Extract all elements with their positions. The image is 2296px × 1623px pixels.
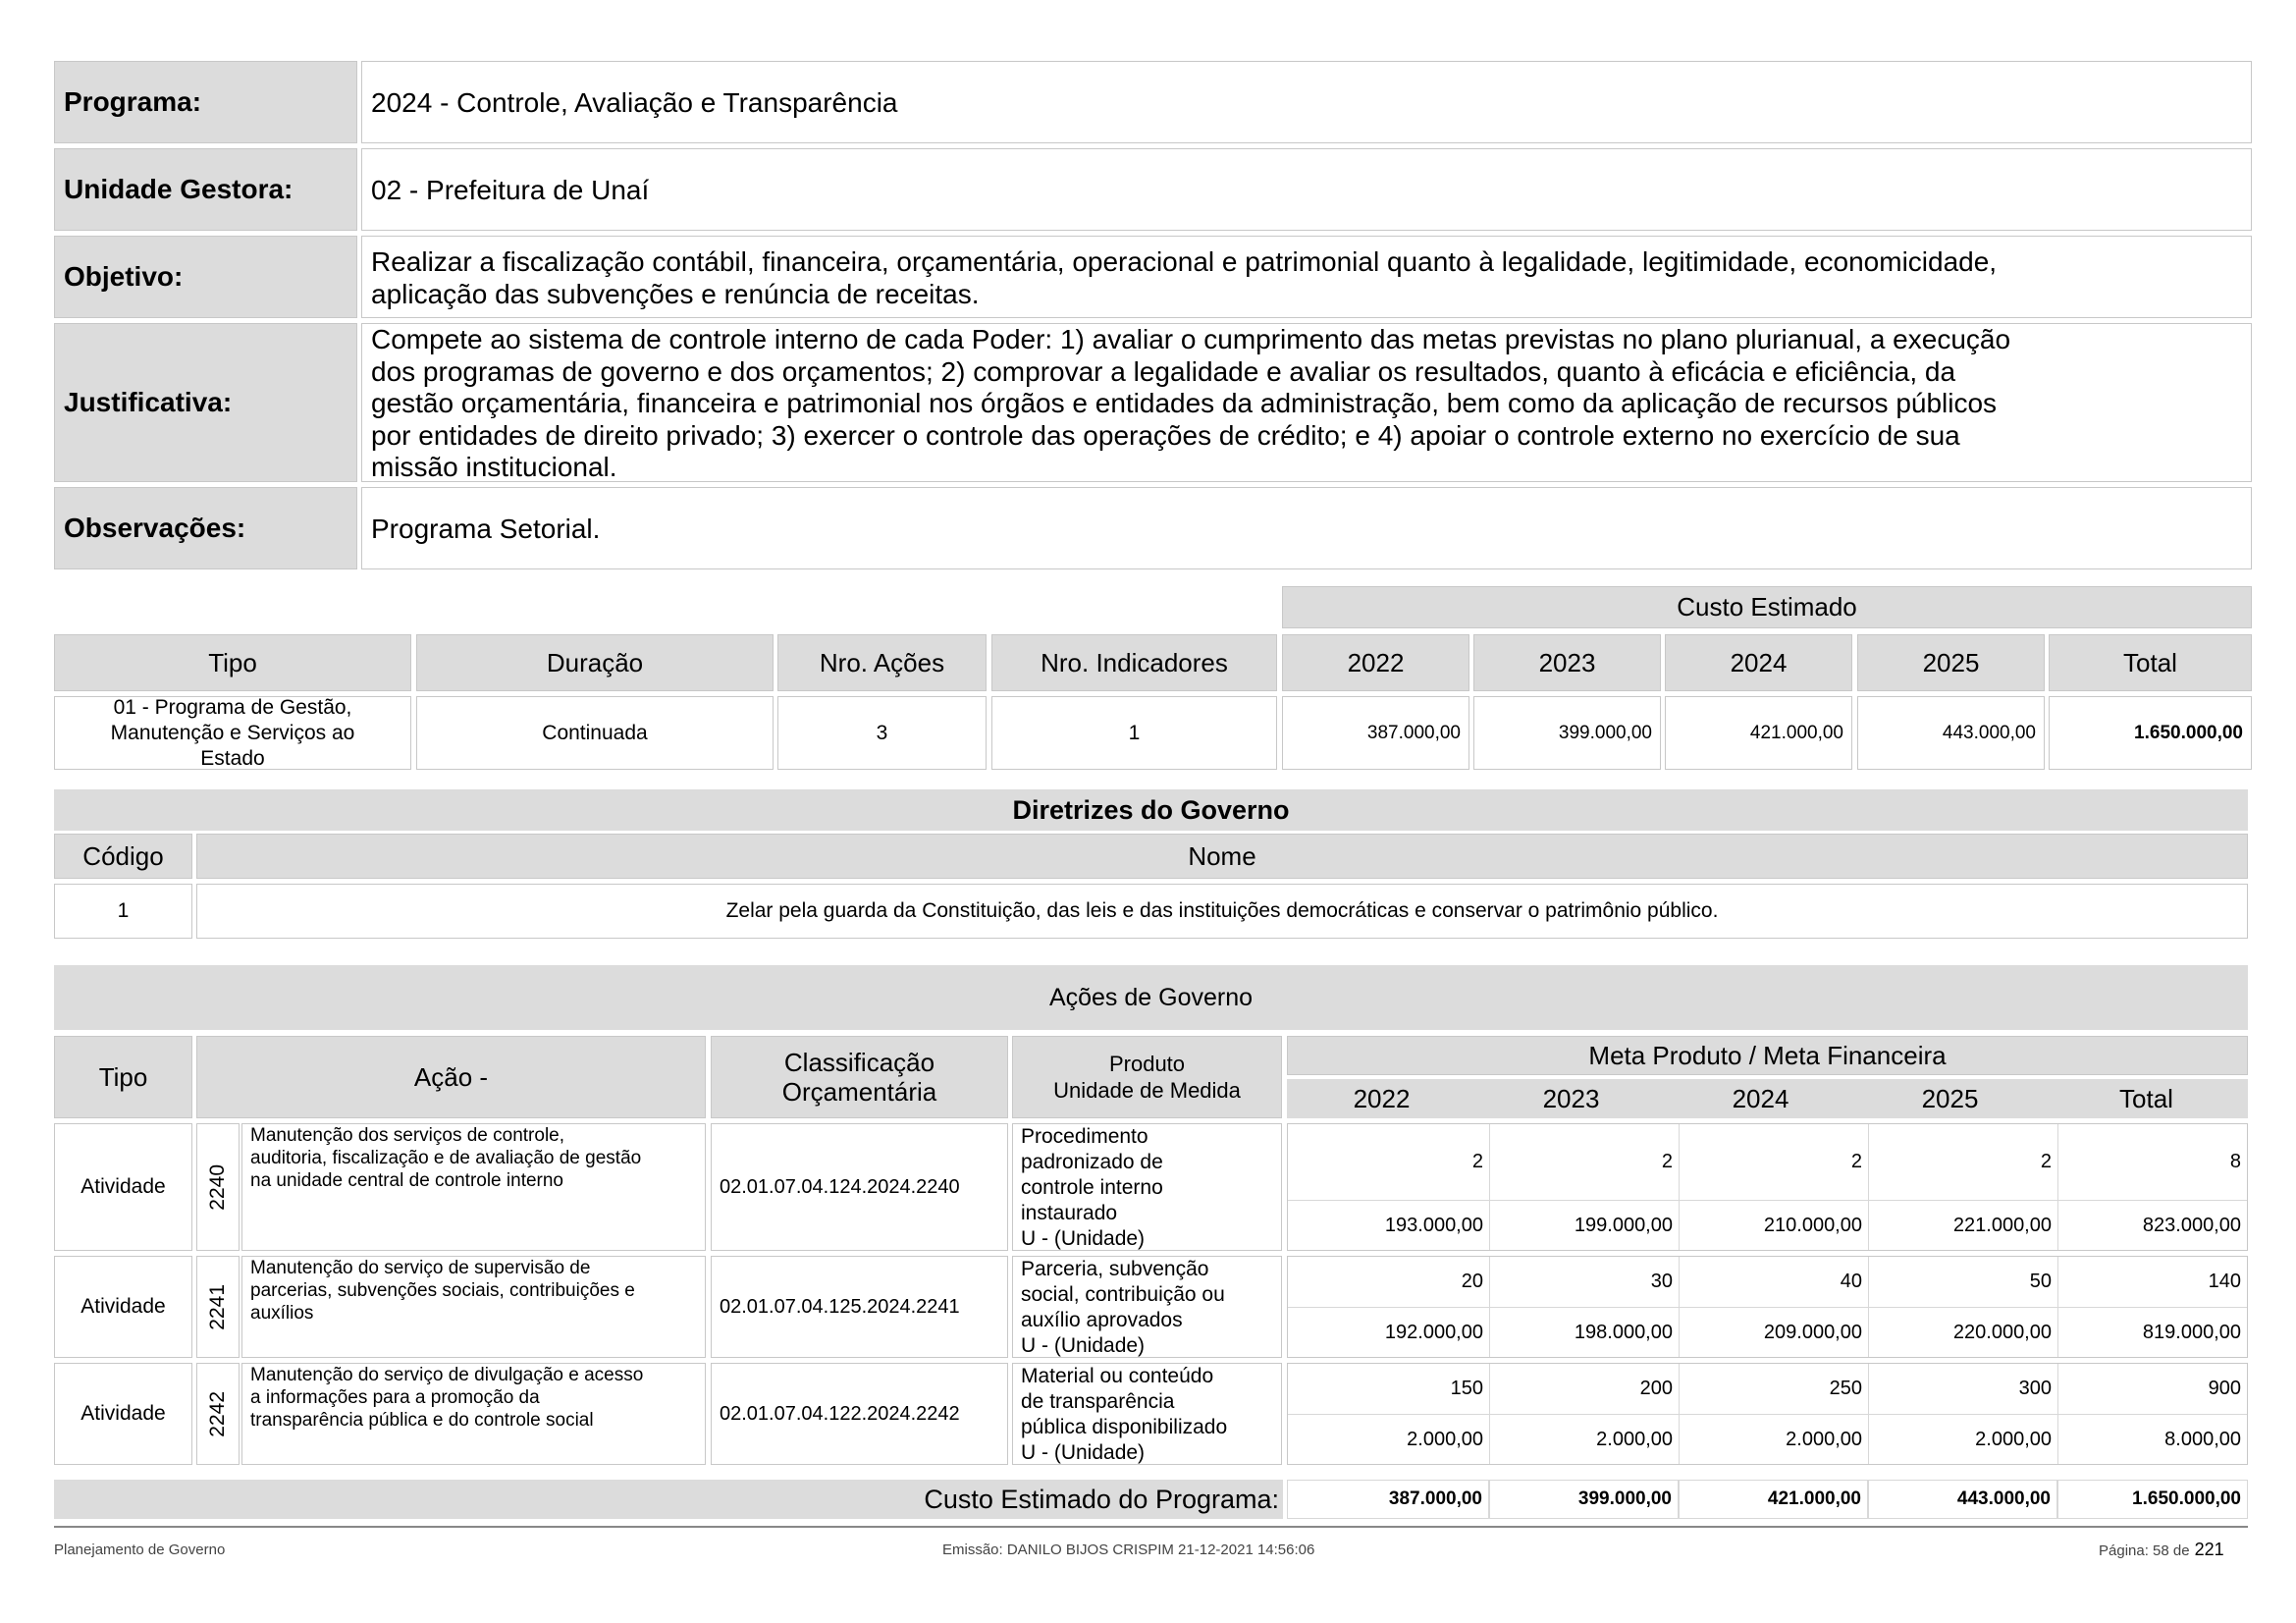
acao-produto-line: pública disponibilizado: [1021, 1416, 1228, 1438]
acao-codigo-text: 2240: [206, 1163, 229, 1211]
summary-value-total: 1.650.000,00: [2049, 696, 2252, 770]
acoes-year-2022: 2022: [1353, 1083, 1411, 1113]
acao-classificacao: 02.01.07.04.124.2024.2240: [711, 1123, 1008, 1251]
acao-fin-2025: 2.000,00: [1869, 1415, 2058, 1464]
acao-descricao-line: parcerias, subvenções sociais, contribuições e: [250, 1280, 635, 1301]
custo-programa-2024: 421.000,00: [1679, 1480, 1868, 1519]
acao-descricao-line: Manutenção dos serviços de controle,: [250, 1125, 565, 1146]
acao-descricao-line: Manutenção do serviço de divulgação e acesso: [250, 1365, 644, 1385]
diretriz-nome: Zelar pela guarda da Constituição, das leis e das instituições democráticas e conservar o patrimônio público.: [196, 884, 2248, 939]
justificativa-line: dos programas de governo e dos orçamentos; 2) comprovar a legalidade e avaliar os resultados, quanto à eficácia e eficiência, da: [371, 355, 1956, 387]
acao-fin-total: 823.000,00: [2058, 1201, 2247, 1250]
acao-produto-line: auxílio aprovados: [1021, 1309, 1183, 1331]
acao-produto-line: padronizado de: [1021, 1151, 1163, 1173]
acao-fin-2024: 209.000,00: [1680, 1308, 1869, 1357]
acao-fin-2025: 220.000,00: [1869, 1308, 2058, 1357]
col-2022: 2022: [1282, 634, 1469, 691]
custo-programa-total: 1.650.000,00: [2057, 1480, 2248, 1519]
objetivo-line: aplicação das subvenções e renúncia de receitas.: [371, 279, 980, 309]
acao-produto: [1012, 1123, 1282, 1251]
acao-tipo: Atividade: [54, 1363, 192, 1465]
acoes-year-total: Total: [2119, 1083, 2173, 1113]
acao-descricao-line: Manutenção do serviço de supervisão de: [250, 1258, 591, 1278]
acoes-title: Ações de Governo: [54, 965, 2248, 1030]
custo-programa-2022: 387.000,00: [1287, 1480, 1489, 1519]
justificativa-label: Justificativa:: [54, 323, 357, 482]
justificativa-line: Compete ao sistema de controle interno de cada Poder: 1) avaliar o cumprimento das metas previstas no plano plurianual, a execução: [371, 324, 2011, 354]
diretrizes-col-nome: Nome: [196, 834, 2248, 879]
acao-fin-2025: 221.000,00: [1869, 1201, 2058, 1250]
acao-meta-2022: 150: [1288, 1364, 1490, 1414]
acao-descricao: [241, 1256, 706, 1358]
acao-codigo-text: 2242: [206, 1390, 229, 1437]
acoes-col-produto-line: Unidade de Medida: [1053, 1078, 1241, 1103]
acao-produto-line: social, contribuição ou: [1021, 1283, 1225, 1306]
acao-meta-2023: 2: [1490, 1124, 1680, 1200]
acao-meta-2025: 2: [1869, 1124, 2058, 1200]
acoes-col-produto: [1012, 1036, 1282, 1118]
acao-fin-total: 819.000,00: [2058, 1308, 2247, 1357]
acoes-col-classificacao-line: Orçamentária: [781, 1077, 937, 1107]
objetivo-value: [361, 236, 2252, 318]
acao-produto-line: controle interno: [1021, 1176, 1163, 1199]
custo-programa-label: Custo Estimado do Programa:: [54, 1480, 1283, 1519]
justificativa-line: missão institucional.: [371, 452, 617, 482]
summary-value-2023: 399.000,00: [1473, 696, 1661, 770]
acao-meta-2023: 200: [1490, 1364, 1680, 1414]
col-2024: 2024: [1665, 634, 1852, 691]
summary-tipo-line: Estado: [200, 746, 265, 770]
custo-programa-values: [1287, 1480, 2248, 1519]
acoes-year-2024: 2024: [1732, 1083, 1789, 1113]
acao-meta-2024: 40: [1680, 1257, 1869, 1307]
acao-codigo: [196, 1256, 240, 1358]
acao-meta-total: 900: [2058, 1364, 2247, 1414]
programa-label: Programa:: [54, 61, 357, 143]
objetivo-line: Realizar a fiscalização contábil, financeira, orçamentária, operacional e patrimonial quanto à legalidade, legitimidade, economicidade,: [371, 246, 1998, 277]
acao-produto-line: de transparência: [1021, 1390, 1175, 1413]
summary-tipo-line: Manutenção e Serviços ao: [110, 721, 355, 744]
col-duracao: Duração: [416, 634, 774, 691]
acao-meta-2025: 300: [1869, 1364, 2058, 1414]
summary-nro-indicadores: 1: [991, 696, 1277, 770]
acao-fin-2023: 198.000,00: [1490, 1308, 1680, 1357]
summary-value-2024: 421.000,00: [1665, 696, 1852, 770]
col-total: Total: [2049, 634, 2252, 691]
acao-fin-2023: 199.000,00: [1490, 1201, 1680, 1250]
acoes-col-meta: Meta Produto / Meta Financeira: [1287, 1036, 2248, 1075]
acao-meta-block: [1287, 1123, 2248, 1251]
summary-tipo: [54, 696, 411, 770]
unidade-label: Unidade Gestora:: [54, 148, 357, 231]
acao-meta-total: 8: [2058, 1124, 2247, 1200]
acao-fin-2024: 2.000,00: [1680, 1415, 1869, 1464]
acao-fin-total: 8.000,00: [2058, 1415, 2247, 1464]
summary-value-2025: 443.000,00: [1857, 696, 2045, 770]
observacoes-value: Programa Setorial.: [361, 487, 2252, 569]
acao-meta-2022: 20: [1288, 1257, 1490, 1307]
acao-descricao-line: a informações para a promoção da: [250, 1387, 540, 1408]
col-tipo: Tipo: [54, 634, 411, 691]
acao-tipo: Atividade: [54, 1123, 192, 1251]
custo-programa-2025: 443.000,00: [1868, 1480, 2057, 1519]
acao-descricao-line: auditoria, fiscalização e de avaliação de gestão: [250, 1148, 642, 1168]
acao-fin-2022: 2.000,00: [1288, 1415, 1490, 1464]
acao-produto-line: Parceria, subvenção: [1021, 1258, 1209, 1280]
acao-produto-line: Material ou conteúdo: [1021, 1365, 1214, 1387]
acao-classificacao: 02.01.07.04.125.2024.2241: [711, 1256, 1008, 1358]
footer-page-prefix: Página: 58 de: [2099, 1542, 2190, 1559]
acoes-col-tipo: Tipo: [54, 1036, 192, 1118]
acao-codigo-text: 2241: [206, 1283, 229, 1330]
acoes-year-2023: 2023: [1542, 1083, 1600, 1113]
acao-produto-line: U - (Unidade): [1021, 1441, 1146, 1464]
acao-meta-2024: 250: [1680, 1364, 1869, 1414]
custo-estimado-header: Custo Estimado: [1282, 586, 2252, 628]
objetivo-label: Objetivo:: [54, 236, 357, 318]
acao-meta-2024: 2: [1680, 1124, 1869, 1200]
acoes-col-produto-line: Produto: [1108, 1052, 1186, 1076]
acao-classificacao: 02.01.07.04.122.2024.2242: [711, 1363, 1008, 1465]
justificativa-line: gestão orçamentária, financeira e patrimonial nos órgãos e entidades da administração, bem como da aplicação de recursos públicos: [371, 388, 1998, 418]
acao-fin-2022: 192.000,00: [1288, 1308, 1490, 1357]
acao-fin-2022: 193.000,00: [1288, 1201, 1490, 1250]
summary-duracao: Continuada: [416, 696, 774, 770]
unidade-value: 02 - Prefeitura de Unaí: [361, 148, 2252, 231]
footer-left: Planejamento de Governo: [54, 1542, 226, 1558]
col-2023: 2023: [1473, 634, 1661, 691]
acoes-col-classificacao: [711, 1036, 1008, 1118]
acao-descricao: [241, 1363, 706, 1465]
acao-fin-2024: 210.000,00: [1680, 1201, 1869, 1250]
summary-tipo-line: 01 - Programa de Gestão,: [113, 695, 352, 719]
acao-fin-2023: 2.000,00: [1490, 1415, 1680, 1464]
acao-descricao-line: na unidade central de controle interno: [250, 1170, 564, 1191]
justificativa-line: por entidades de direito privado; 3) exercer o controle das operações de crédito; e 4) apoiar o controle externo no exercício de sua: [371, 419, 1960, 451]
acao-meta-block: [1287, 1256, 2248, 1358]
acao-codigo: [196, 1123, 240, 1251]
observacoes-label: Observações:: [54, 487, 357, 569]
acao-meta-2023: 30: [1490, 1257, 1680, 1307]
justificativa-value: [361, 323, 2252, 482]
footer-page: [2099, 1540, 2224, 1560]
footer-divider: [54, 1526, 2248, 1528]
acao-meta-2025: 50: [1869, 1257, 2058, 1307]
acao-produto-line: Procedimento: [1021, 1125, 1148, 1148]
acao-produto-line: instaurado: [1021, 1202, 1118, 1224]
custo-programa-2023: 399.000,00: [1489, 1480, 1679, 1519]
acao-codigo: [196, 1363, 240, 1465]
diretriz-codigo: 1: [54, 884, 192, 939]
footer-page-total: 221: [2194, 1540, 2224, 1559]
acao-descricao-line: transparência pública e do controle social: [250, 1410, 594, 1431]
acao-descricao-line: auxílios: [250, 1303, 314, 1324]
footer-center: Emissão: DANILO BIJOS CRISPIM 21-12-2021 14:56:06: [942, 1542, 1315, 1558]
acoes-col-acao: Ação -: [196, 1036, 706, 1118]
diretrizes-title: Diretrizes do Governo: [54, 789, 2248, 831]
summary-value-2022: 387.000,00: [1282, 696, 1469, 770]
acao-meta-total: 140: [2058, 1257, 2247, 1307]
acao-meta-block: [1287, 1363, 2248, 1465]
summary-nro-acoes: 3: [777, 696, 987, 770]
col-nro-indicadores: Nro. Indicadores: [991, 634, 1277, 691]
programa-value: 2024 - Controle, Avaliação e Transparência: [361, 61, 2252, 143]
col-nro-acoes: Nro. Ações: [777, 634, 987, 691]
diretrizes-col-codigo: Código: [54, 834, 192, 879]
acoes-years-row: [1287, 1079, 2248, 1118]
acao-produto-line: U - (Unidade): [1021, 1227, 1146, 1250]
acao-produto: [1012, 1363, 1282, 1465]
acoes-col-classificacao-line: Classificação: [783, 1048, 935, 1077]
acao-tipo: Atividade: [54, 1256, 192, 1358]
acao-descricao: [241, 1123, 706, 1251]
acao-produto-line: U - (Unidade): [1021, 1334, 1146, 1357]
col-2025: 2025: [1857, 634, 2045, 691]
acoes-year-2025: 2025: [1921, 1083, 1979, 1113]
acao-produto: [1012, 1256, 1282, 1358]
acao-meta-2022: 2: [1288, 1124, 1490, 1200]
